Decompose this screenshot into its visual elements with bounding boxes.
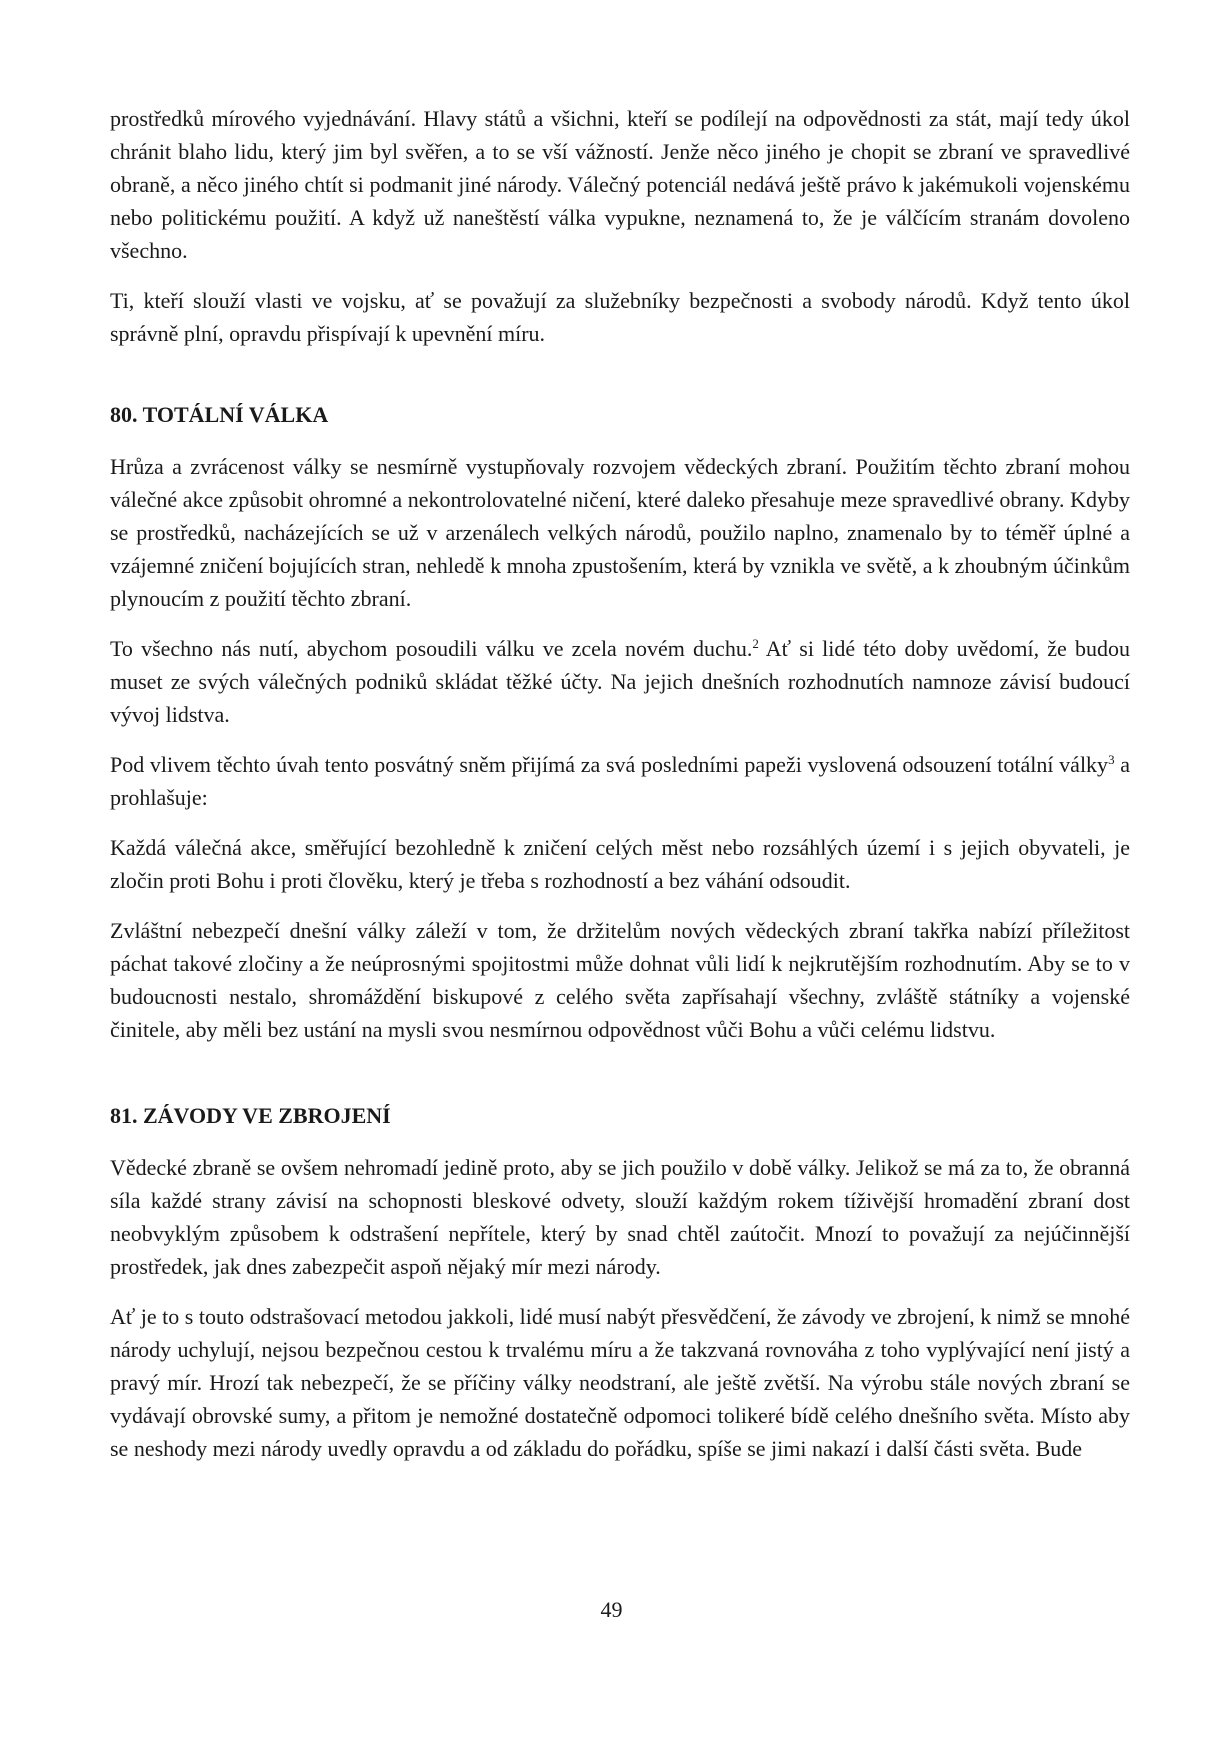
section-80-paragraph-4: Každá válečná akce, směřující bezohledně k zničení celých měst nebo rozsáhlých území i s jejich obyvateli, je zločin proti Bohu i proti člověku, který je třeba s rozhodností a bez váhání odsoudit. (110, 835, 1130, 893)
paragraph-intro-2: Ti, kteří slouží vlasti ve vojsku, ať se považují za služebníky bezpečnosti a svobody národů. Když tento úkol správně plní, opravdu přispívají k upevnění míru. (110, 288, 1130, 346)
footnote-ref-3: 3 (1108, 752, 1115, 767)
footnote-ref-2: 2 (752, 636, 759, 651)
paragraph-intro-1: prostředků mírového vyjednávání. Hlavy států a všichni, kteří se podílejí na odpovědnosti za stát, mají tedy úkol chránit blaho lidu, který jim byl svěřen, a to se vší vážností. Jenže něco jiného je chopit se zbraní ve spravedlivé obraně, a něco jiného chtít si podmanit jiné národy. Válečný potenciál nedává ještě právo k jakémukoli vojenskému nebo politickému použití. A když už naneštěstí válka vypukne, neznamená to, že je válčícím stranám dovoleno všechno. (110, 106, 1130, 263)
section-80-paragraph-2 (110, 632, 1130, 731)
section-80-paragraph-1: Hrůza a zvrácenost války se nesmírně vystupňovaly rozvojem vědeckých zbraní. Použitím těchto zbraní mohou válečné akce způsobit ohromné a nekontrolovatelné ničení, které daleko přesahuje meze spravedlivé obrany. Kdyby se prostředků, nacházejících se už v arzenálech velkých národů, použilo naplno, znamenalo by to téměř úplné a vzájemné zničení bojujících stran, nehledě k mnoha zpustošením, která by vznikla ve světě, a k zhoubným účinkům plynoucím z použití těchto zbraní. (110, 454, 1130, 611)
section-80-paragraph-2-text-a: To všechno nás nutí, abychom posoudili válku ve zcela novém duchu. (110, 636, 753, 661)
section-80-paragraph-5: Zvláštní nebezpečí dnešní války záleží v tom, že držitelům nových vědeckých zbraní takřka nabízí příležitost páchat takové zločiny a že neúprosnými spojitostmi může dohnat vůli lidí k nejkrutějším rozhodnutím. Aby se to v budoucnosti nestalo, shromáždění biskupové z celého světa zapřísahají všechny, zvláště státníky a vojenské činitele, aby měli bez ustání na mysli svou nesmírnou odpovědnost vůči Bohu a vůči celému lidstvu. (110, 918, 1130, 1042)
section-81-paragraph-2: Ať je to s touto odstrašovací metodou jakkoli, lidé musí nabýt přesvědčení, že závody ve zbrojení, k nimž se mnohé národy uchylují, nejsou bezpečnou cestou k trvalému míru a že takzvaná rovnováha z toho vyplývající není jistý a pravý mír. Hrozí tak nebezpečí, že se příčiny války neodstraní, ale ještě zvětší. Na výrobu stále nových zbraní se vydávají obrovské sumy, a přitom je nemožné dostatečně odpomoci tolikeré bídě celého dnešního světa. Místo aby se neshody mezi národy uvedly opravdu a od základu do pořádku, spíše se jimi nakazí i další části světa. Bude (110, 1304, 1130, 1461)
section-80-heading: 80. TOTÁLNÍ VÁLKA (110, 402, 329, 427)
page-number: 49 (600, 1597, 623, 1622)
document-body (110, 102, 1130, 1482)
section-81-heading: 81. ZÁVODY VE ZBROJENÍ (110, 1103, 391, 1128)
section-80-paragraph-3-text-b: a prohlašuje: (110, 752, 1131, 810)
section-80-paragraph-3-text-a: Pod vlivem těchto úvah tento posvátný sněm přijímá za svá posledními papeži vyslovená odsouzení totální války (110, 752, 1109, 777)
section-80-paragraph-2-text-b: Ať si lidé této doby uvědomí, že budou muset ze svých válečných podniků skládat těžké účty. Na jejich dnešních rozhodnutích namnoze závisí budoucí vývoj lidstva. (110, 636, 1130, 727)
section-81-paragraph-1: Vědecké zbraně se ovšem nehromadí jedině proto, aby se jich použilo v době války. Jelikož se má za to, že obranná síla každé strany závisí na schopnosti bleskové odvety, slouží každým rokem tíživější hromadění zbraní dost neobvyklým způsobem k odstrašení nepřítele, který by snad chtěl zaútočit. Mnozí to považují za nejúčinnější prostředek, jak dnes zabezpečit aspoň nějaký mír mezi národy. (110, 1155, 1130, 1279)
section-80-paragraph-3 (110, 748, 1130, 814)
